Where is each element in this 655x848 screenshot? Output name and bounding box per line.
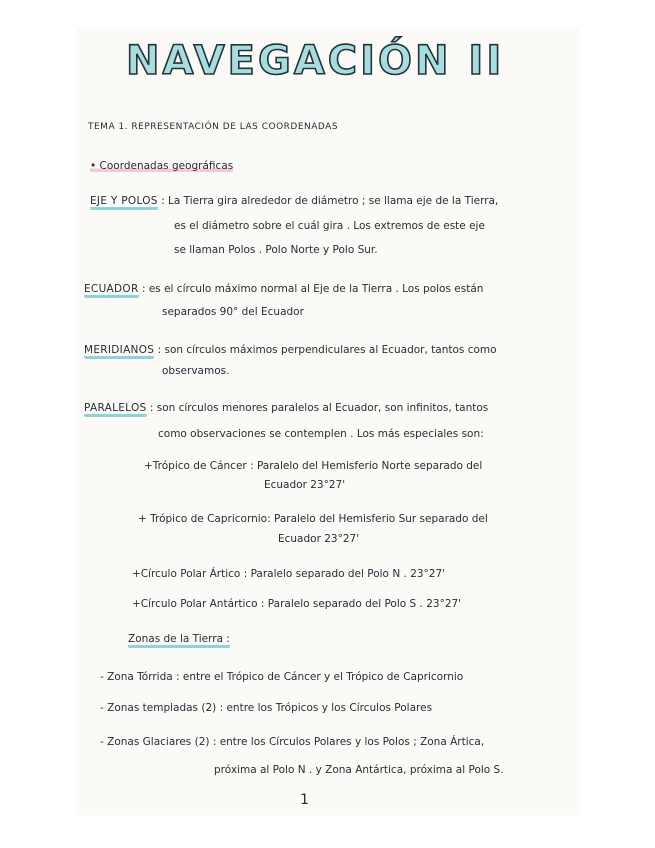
- meridianos-text-1: : son círculos máximos perpendiculares al Ecuador, tantos como: [157, 344, 497, 356]
- paralelos-line-1: [84, 402, 488, 414]
- paralelos-line-2: como observaciones se contemplen . Los más especiales son:: [158, 428, 484, 440]
- zonas-glaciares-2: próxima al Polo N . y Zona Antártica, próxima al Polo S.: [214, 764, 504, 776]
- zonas-heading: [128, 633, 230, 645]
- paralelo-item-cancer-2: Ecuador 23°27': [264, 479, 346, 491]
- zonas-templadas: - Zonas templadas (2) : entre los Trópicos y los Círculos Polares: [100, 702, 433, 714]
- section-coordenadas-label: • Coordenadas geográficas: [90, 160, 234, 172]
- paralelo-item-antartico: +Círculo Polar Antártico : Paralelo separado del Polo S . 23°27': [132, 598, 462, 610]
- paralelo-item-artico: +Círculo Polar Ártico : Paralelo separado del Polo N . 23°27': [132, 568, 446, 580]
- paralelo-item-capricornio-2: Ecuador 23°27': [278, 533, 360, 545]
- page-title: NAVEGACIÓN II: [126, 38, 505, 84]
- notebook-page: [78, 30, 578, 814]
- paralelo-item-cancer-1: +Trópico de Cáncer : Paralelo del Hemisferio Norte separado del: [144, 460, 483, 472]
- zonas-heading-label: Zonas de la Tierra :: [128, 633, 230, 648]
- eje-line-2: es el diámetro sobre el cuál gira . Los extremos de este eje: [174, 220, 485, 232]
- eje-line-1: [90, 195, 498, 207]
- ecuador-line-2: separados 90° del Ecuador: [162, 306, 304, 318]
- page-number: 1: [300, 792, 309, 808]
- section-coordenadas: [90, 160, 233, 172]
- zona-torrida: - Zona Tórrida : entre el Trópico de Cáncer y el Trópico de Capricornio: [100, 671, 464, 683]
- eje-line-3: se llaman Polos . Polo Norte y Polo Sur.: [174, 244, 378, 256]
- paralelo-item-capricornio-1: + Trópico de Capricornio: Paralelo del Hemisferio Sur separado del: [138, 513, 488, 525]
- ecuador-line-1: [84, 283, 483, 295]
- paralelos-text-1: : son círculos menores paralelos al Ecuador, son infinitos, tantos: [149, 402, 489, 414]
- eje-term: EJE Y POLOS: [90, 195, 158, 210]
- tema-heading: TEMA 1. REPRESENTACIÓN DE LAS COORDENADAS: [88, 122, 339, 132]
- meridianos-line-1: [84, 344, 497, 356]
- meridianos-line-2: observamos.: [162, 365, 230, 377]
- zonas-glaciares-1: - Zonas Glaciares (2) : entre los Círculos Polares y los Polos ; Zona Ártica,: [100, 736, 485, 748]
- ecuador-term: ECUADOR: [84, 283, 139, 298]
- ecuador-text-1: : es el círculo máximo normal al Eje de la Tierra . Los polos están: [141, 283, 484, 295]
- meridianos-term: MERIDIANOS: [84, 344, 154, 359]
- paralelos-term: PARALELOS: [84, 402, 147, 417]
- eje-text-1: : La Tierra gira alrededor de diámetro ; se llama eje de la Tierra,: [161, 195, 499, 207]
